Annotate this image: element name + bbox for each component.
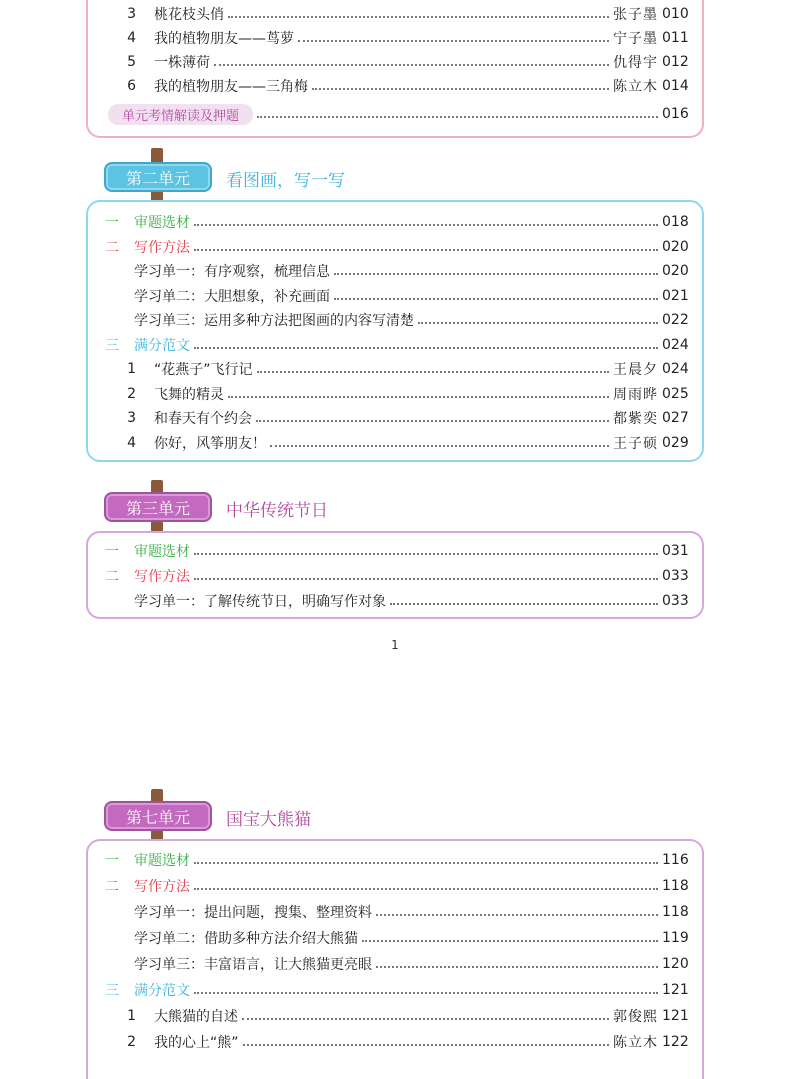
author-name: 周雨晔 xyxy=(613,386,658,403)
unit-title: 看图画，写一写 xyxy=(226,171,345,191)
page-ref: 116 xyxy=(662,852,689,868)
essay-title: 桃花枝头俏 xyxy=(154,7,224,23)
dot-leader xyxy=(376,966,658,968)
essay-number: 3 xyxy=(127,6,136,22)
dot-leader xyxy=(257,116,658,118)
unit-badge-label: 第七单元 xyxy=(125,807,190,827)
dot-leader xyxy=(334,298,658,300)
essay-number: 2 xyxy=(127,1034,136,1050)
author-name: 宁子墨 xyxy=(613,31,658,47)
toc-row[interactable] xyxy=(88,564,702,588)
toc-row[interactable] xyxy=(88,1030,702,1054)
essay-number: 2 xyxy=(127,385,136,402)
essay-number: 6 xyxy=(127,78,136,94)
essay-title: 我的植物朋友——三角梅 xyxy=(154,79,308,95)
toc-row[interactable] xyxy=(88,210,702,234)
section-number: 三 xyxy=(105,983,119,999)
worksheet-label: 学习单二：借助多种方法介绍大熊猫 xyxy=(134,931,358,947)
dot-leader xyxy=(390,603,658,605)
essay-number: 1 xyxy=(127,1008,136,1024)
essay-title: 飞舞的精灵 xyxy=(154,386,224,403)
dot-leader xyxy=(270,445,609,447)
dot-leader xyxy=(228,16,609,18)
toc-row[interactable] xyxy=(88,2,702,26)
dot-leader xyxy=(298,40,609,42)
toc-row[interactable] xyxy=(88,926,702,950)
page-ref: 012 xyxy=(662,54,689,70)
page-ref: 024 xyxy=(662,361,689,377)
toc-row[interactable] xyxy=(88,74,702,98)
dot-leader xyxy=(418,322,658,324)
worksheet-label: 学习单三：丰富语言，让大熊猫更亮眼 xyxy=(134,957,372,973)
unit-badge-label: 第三单元 xyxy=(125,498,190,518)
essay-number: 3 xyxy=(127,410,136,426)
page-ref: 029 xyxy=(662,434,689,451)
page-number: 1 xyxy=(391,638,399,652)
section-label: 审题选材 xyxy=(134,544,190,560)
essay-title: 我的心上“熊” xyxy=(154,1035,239,1051)
dot-leader xyxy=(228,396,609,398)
section-label: 写作方法 xyxy=(134,569,190,585)
section-label: 写作方法 xyxy=(134,239,190,256)
page-ref: 031 xyxy=(662,543,689,559)
page-ref: 118 xyxy=(662,904,689,920)
toc-row[interactable] xyxy=(88,589,702,613)
toc-row[interactable] xyxy=(88,259,702,283)
section-label: 写作方法 xyxy=(134,879,190,895)
toc-row[interactable] xyxy=(88,382,702,406)
page-ref: 016 xyxy=(662,106,689,122)
page-ref: 033 xyxy=(662,593,689,609)
page-ref: 025 xyxy=(662,385,689,402)
dot-leader xyxy=(376,914,658,916)
section-label: 满分范文 xyxy=(134,983,190,999)
unit-badge xyxy=(104,492,212,522)
page-ref: 121 xyxy=(662,1008,689,1024)
essay-number: 5 xyxy=(127,54,136,70)
toc-row[interactable] xyxy=(88,308,702,332)
toc-row[interactable] xyxy=(88,284,702,308)
toc-box-unit2 xyxy=(86,200,704,462)
page-ref: 020 xyxy=(662,238,689,255)
page-ref: 022 xyxy=(662,312,689,328)
dot-leader xyxy=(243,1044,609,1046)
toc-row[interactable] xyxy=(88,357,702,381)
author-name: 陈立木 xyxy=(613,79,658,95)
unit-title: 国宝大熊猫 xyxy=(226,810,311,830)
page-ref: 121 xyxy=(662,982,689,998)
page-ref: 011 xyxy=(662,30,689,46)
page-ref: 010 xyxy=(662,6,689,22)
toc-row[interactable] xyxy=(88,26,702,50)
section-number: 三 xyxy=(105,337,119,354)
page-ref: 027 xyxy=(662,410,689,426)
page-ref: 119 xyxy=(662,930,689,946)
dot-leader xyxy=(256,420,609,422)
worksheet-label: 学习单二：大胆想象，补充画面 xyxy=(134,288,330,305)
dot-leader xyxy=(194,992,658,994)
toc-row[interactable] xyxy=(88,406,702,430)
essay-title: 我的植物朋友——茑萝 xyxy=(154,31,294,47)
toc-row[interactable] xyxy=(88,235,702,259)
author-name: 都紫奕 xyxy=(613,411,658,427)
toc-row[interactable] xyxy=(88,900,702,924)
essay-title: 一株薄荷 xyxy=(154,55,210,71)
unit-badge xyxy=(104,162,212,192)
page-ref: 020 xyxy=(662,263,689,279)
section-number: 一 xyxy=(105,544,119,560)
dot-leader xyxy=(194,578,658,580)
essay-title: “花燕子”飞行记 xyxy=(154,362,253,378)
dot-leader xyxy=(194,862,658,864)
page-ref: 018 xyxy=(662,214,689,230)
toc-row[interactable] xyxy=(88,978,702,1002)
author-name: 郭俊熙 xyxy=(613,1009,658,1025)
page-ref: 122 xyxy=(662,1034,689,1050)
author-name: 张子墨 xyxy=(613,7,658,23)
toc-row[interactable] xyxy=(88,50,702,74)
unit-badge-label: 第二单元 xyxy=(125,168,190,188)
toc-box-unit7 xyxy=(86,839,704,1079)
toc-row[interactable] xyxy=(88,539,702,563)
toc-row[interactable] xyxy=(88,874,702,898)
essay-number: 4 xyxy=(127,30,136,46)
section-number: 二 xyxy=(105,879,119,895)
dot-leader xyxy=(312,88,609,90)
toc-box-unit1-continued xyxy=(86,0,704,138)
dot-leader xyxy=(214,64,609,66)
toc-row[interactable] xyxy=(88,333,702,357)
section-number: 一 xyxy=(105,215,119,231)
page-ref: 118 xyxy=(662,878,689,894)
toc-row[interactable] xyxy=(88,848,702,872)
dot-leader xyxy=(194,553,658,555)
section-label: 审题选材 xyxy=(134,215,190,231)
author-name: 王子硕 xyxy=(613,435,658,452)
essay-title: 你好，风筝朋友！ xyxy=(154,435,266,452)
dot-leader xyxy=(242,1018,609,1020)
toc-row[interactable] xyxy=(88,952,702,976)
author-name: 陈立木 xyxy=(613,1035,658,1051)
page-ref: 021 xyxy=(662,287,689,304)
worksheet-label: 学习单一：有序观察，梳理信息 xyxy=(134,264,330,280)
dot-leader xyxy=(194,224,658,226)
author-name: 仇得宇 xyxy=(613,55,658,71)
exam-analysis-pill: 单元考情解读及押题 xyxy=(108,104,253,125)
essay-number: 1 xyxy=(127,361,136,377)
dot-leader xyxy=(362,940,658,942)
section-label: 审题选材 xyxy=(134,853,190,869)
page-ref: 014 xyxy=(662,78,689,94)
dot-leader xyxy=(194,249,658,251)
essay-title: 和春天有个约会 xyxy=(154,411,252,427)
worksheet-label: 学习单一：提出问题，搜集、整理资料 xyxy=(134,905,372,921)
section-number: 二 xyxy=(105,239,119,256)
essay-number: 4 xyxy=(127,434,136,451)
toc-row[interactable] xyxy=(88,102,702,126)
section-number: 二 xyxy=(105,569,119,585)
toc-box-unit3 xyxy=(86,531,704,619)
section-number: 一 xyxy=(105,853,119,869)
toc-row[interactable] xyxy=(88,431,702,455)
section-label: 满分范文 xyxy=(134,337,190,354)
unit-badge xyxy=(104,801,212,831)
dot-leader xyxy=(334,273,658,275)
page-ref: 033 xyxy=(662,568,689,584)
toc-row[interactable] xyxy=(88,1004,702,1028)
page-ref: 120 xyxy=(662,956,689,972)
dot-leader xyxy=(257,371,609,373)
worksheet-label: 学习单三：运用多种方法把图画的内容写清楚 xyxy=(134,313,414,329)
unit-title: 中华传统节日 xyxy=(226,501,328,521)
dot-leader xyxy=(194,888,658,890)
essay-title: 大熊猫的自述 xyxy=(154,1009,238,1025)
author-name: 王晨夕 xyxy=(613,362,658,378)
worksheet-label: 学习单一：了解传统节日，明确写作对象 xyxy=(134,594,386,610)
dot-leader xyxy=(194,347,658,349)
page-ref: 024 xyxy=(662,336,689,353)
